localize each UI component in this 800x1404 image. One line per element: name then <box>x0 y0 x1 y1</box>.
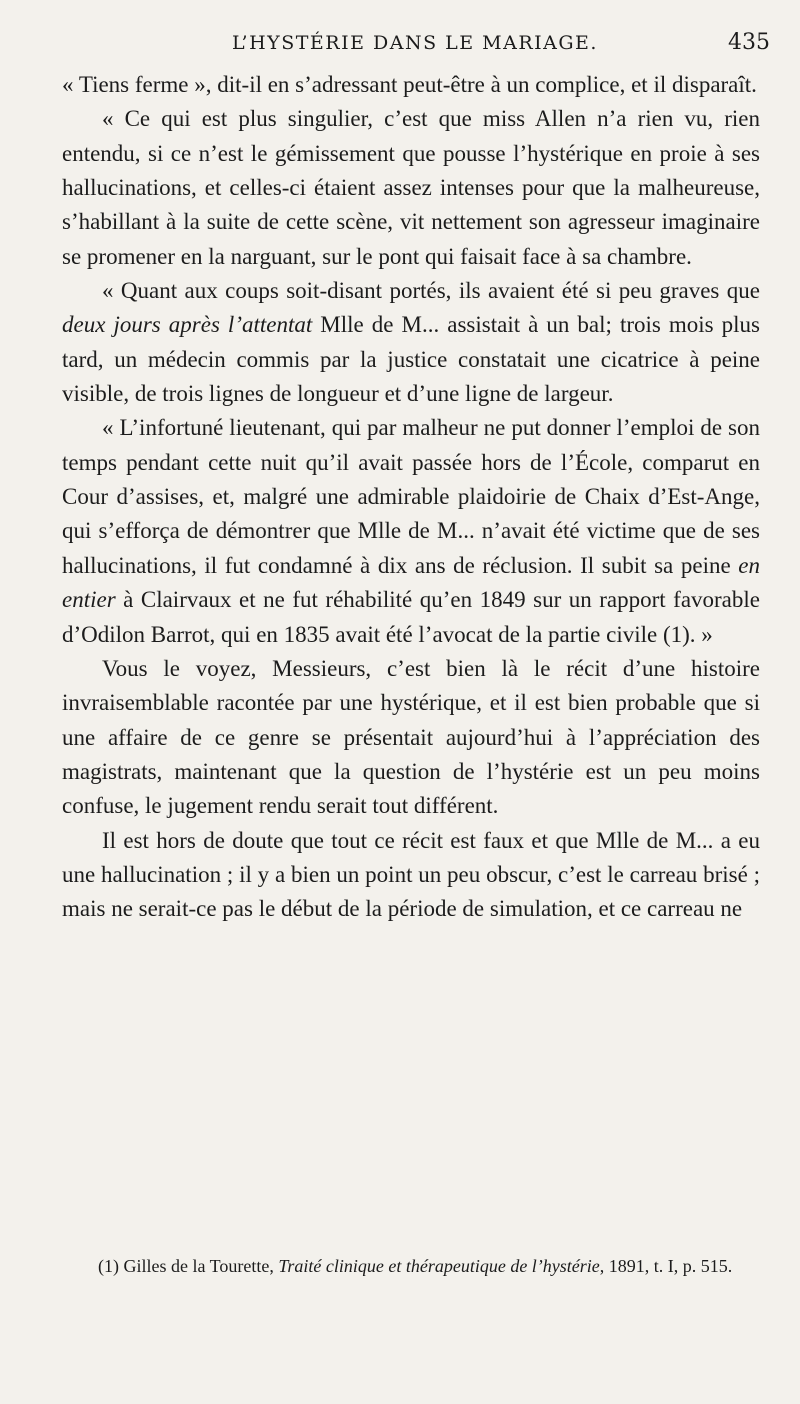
text-run: « Tiens ferme », dit-il en s’adressant peut-être à un complice, et il disparaît. <box>62 72 757 97</box>
paragraph <box>62 274 760 411</box>
paragraph <box>62 824 760 927</box>
italic-text: deux jours après l’attentat <box>62 312 313 338</box>
text-run: (1) Gilles de la Tourette, <box>98 1256 279 1276</box>
paragraph <box>62 652 760 824</box>
italic-text: Traité clinique et thérapeutique de l’hystérie <box>278 1256 600 1276</box>
text-run: à Clairvaux et ne fut réhabilité qu’en 1849 sur un rapport favorable d’Odilon Barrot, qui en 1835 avait été l’avocat de la partie civile (1). » <box>62 587 760 647</box>
paragraph <box>62 68 760 102</box>
paragraph <box>62 102 760 274</box>
page-number: 435 <box>728 30 770 55</box>
text-run: Vous le voyez, Messieurs, c’est bien là le récit d’une histoire invraisemblable racontée par une hystérique, et il est bien probable que si une affaire de ce genre se présentait aujourd’hui à l’appréciation des magistrats, maintenant que la question de l’hystérie est un peu moins confuse, le jugement rendu serait tout différent. <box>62 655 760 819</box>
italic-text: en entier <box>62 552 760 613</box>
text-run: Il est hors de doute que tout ce récit est faux et que Mlle de M... a eu une hallucination ; il y a bien un point un peu obscur, c’est le carreau brisé ; mais ne serait-ce pas le début de la période de simulation, et ce carreau ne <box>62 827 760 922</box>
page-header <box>232 30 770 60</box>
text-run: « L’infortuné lieutenant, qui par malheur ne put donner l’emploi de son temps pendant cette nuit qu’il avait passée hors de l’École, comparut en Cour d’assises, et, malgré une admirable plaidoirie de Chaix d’Est-Ange, qui s’efforça de démontrer que Mlle de M... n’avait été victime que de ses hallucinations, il fut condamné à dix ans de réclusion. Il subit sa peine <box>62 415 760 578</box>
text-run: « Quant aux coups soit-disant portés, ils avaient été si peu graves que <box>102 278 760 304</box>
paragraph <box>62 411 760 651</box>
text-run: « Ce qui est plus singulier, c’est que miss Allen n’a rien vu, rien entendu, si ce n’est le gémissement que pousse l’hystérique en proie à ses hallucinations, et celles-ci étaient assez intenses pour que la malheureuse, s’habillant à la suite de cette scène, vit nettement son agresseur imaginaire se promener en la narguant, sur le pont qui faisait face à sa chambre. <box>62 106 760 269</box>
body-text <box>62 68 760 927</box>
footnote-text <box>62 1253 762 1279</box>
running-title: L’HYSTÉRIE DANS LE MARIAGE. <box>232 32 598 54</box>
text-run: Mlle de M... assistait à un bal; trois mois plus tard, un médecin commis par la justice constatait une cicatrice à peine visible, de trois lignes de longueur et d’une ligne de largeur. <box>62 312 760 407</box>
text-run: , 1891, t. I, p. 515. <box>599 1256 733 1276</box>
footnote <box>62 1253 762 1279</box>
